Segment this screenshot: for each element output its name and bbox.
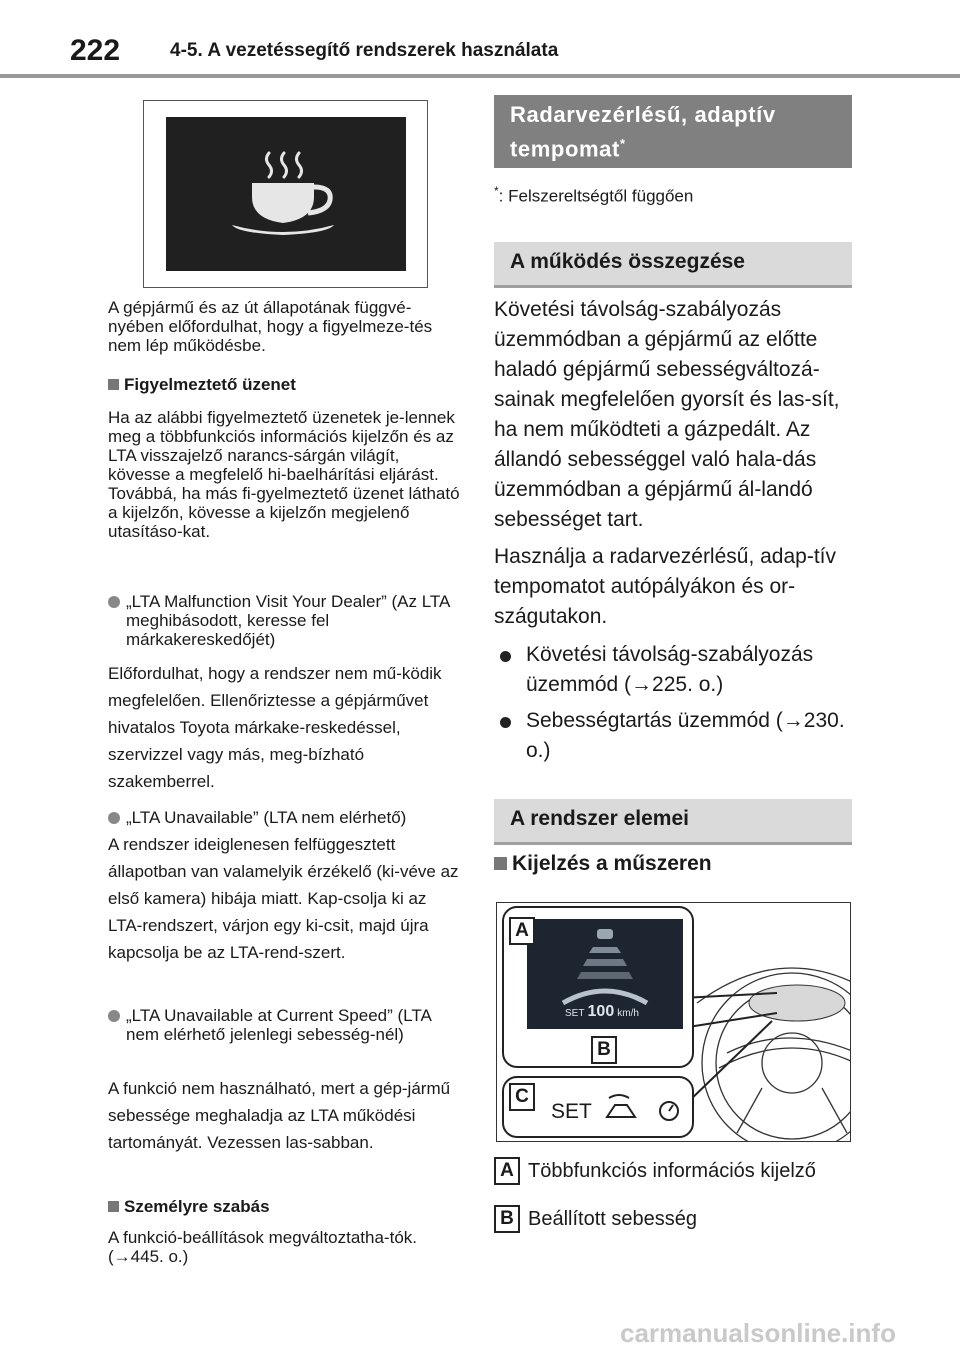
display-set-text: SET	[565, 1008, 585, 1019]
footnote	[494, 184, 693, 207]
cluster-illustration	[497, 903, 850, 1141]
section-title: 4-5. A vezetéssegítő rendszerek használata	[170, 40, 559, 61]
legend-b-label: B	[494, 1205, 520, 1233]
square-bullet-icon	[108, 1201, 119, 1212]
custom-heading	[108, 1197, 464, 1217]
summary-paragraph-2: Használja a radarvezérlésű, adap-tív tempomatot autópályákon és or-szágutakon.	[494, 545, 837, 628]
coffee-cup-icon	[166, 117, 406, 271]
figure-label-c: C	[509, 1083, 535, 1111]
message-item-3-body: A funkció nem használható, mert a gép-jármű sebessége meghaladja az LTA működési tartományát. Vezessen las-sabban.	[108, 1079, 451, 1152]
legend-a	[494, 1157, 816, 1185]
square-bullet-icon	[108, 379, 119, 390]
message-item-1-body: Előfordulhat, hogy a rendszer nem mű-ködik megfelelően. Ellenőriztesse a gépjárművet hivatalos Toyota márkake-reskedéssel, szervizzel vagy más, meg-bízható szakemberrel.	[108, 664, 442, 791]
message-item-3	[108, 1006, 464, 1044]
header-rule	[0, 74, 960, 78]
summary-heading-bar	[494, 242, 852, 288]
components-heading: A rendszer elemei	[510, 807, 689, 830]
summary-paragraph-1: Követési távolság-szabályozás üzemmódban a gépjármű az előtte haladó gépjármű sebességváltozá-sainak megfelelően gyorsít és las-sít, ha nem működteti a gázpedált. Az állandó sebességgel való hala-dás üzemmódban a gépjármű ál-landó sebességet tart.	[494, 298, 840, 531]
display-heading	[494, 852, 852, 876]
round-bullet-icon	[108, 1010, 120, 1022]
message-item-2-title: „LTA Unavailable” (LTA nem elérhető)	[126, 808, 407, 827]
warning-heading-text: Figyelmeztető üzenet	[124, 375, 296, 394]
warning-body: Ha az alábbi figyelmeztető üzenetek je-lennek meg a többfunkciós információs kijelzőn és az LTA visszajelző narancs-sárgán világít, kövesse a megfelelő hi-baelhárítási eljárást. Továbbá, ha más fi-gyelmeztető üzenet látható a kijelzőn, kövesse a kijelzőn megjelenő utasításo-kat.	[108, 408, 460, 541]
mode-bullet-2-text: Sebességtartás üzemmód (→230. o.)	[526, 709, 845, 762]
message-item-3-title: „LTA Unavailable at Current Speed” (LTA nem elérhető jelenlegi sebesség-nél)	[126, 1006, 431, 1044]
instrument-cluster-figure	[496, 902, 851, 1142]
components-heading-bar	[494, 799, 852, 845]
legend-a-label: A	[494, 1157, 520, 1185]
legend-b	[494, 1205, 697, 1233]
message-item-2-body: A rendszer ideiglenesen felfüggesztett állapotban van valamelyik érzékelő (ki-véve az első kamera) hibája miatt. Kap-csolja ki az LTA-rendszert, várjon egy ki-csit, majd újra kapcsolja be az LTA-rend-szert.	[108, 835, 459, 962]
round-bullet-icon	[108, 596, 120, 608]
display-speed-readout	[565, 1003, 639, 1021]
black-bullet-icon	[500, 717, 511, 728]
main-section-title	[494, 95, 852, 168]
custom-body: A funkció-beállítások megváltoztatha-tók. (→445. o.)	[108, 1228, 417, 1266]
mode-bullet-2	[494, 706, 852, 766]
main-title-line2: tempomat	[510, 136, 620, 162]
display-heading-text: Kijelzés a műszeren	[512, 852, 712, 875]
message-item-2	[108, 808, 464, 827]
black-bullet-icon	[500, 651, 511, 662]
set-indicator: SET	[551, 1100, 592, 1123]
message-item-1-title: „LTA Malfunction Visit Your Dealer” (Az LTA meghibásodott, keresse fel márkakereskedőjét)	[126, 592, 450, 649]
mode-bullet-1-text: Követési távolság-szabályozás üzemmód (→225. o.)	[526, 643, 814, 696]
display-speed-value: 100	[587, 1003, 615, 1020]
message-item-1	[108, 592, 464, 649]
summary-heading: A működés összegzése	[510, 250, 745, 273]
legend-a-text: Többfunkciós információs kijelző	[528, 1159, 816, 1182]
round-bullet-icon	[108, 812, 120, 824]
square-bullet-icon	[494, 857, 507, 870]
figure-label-b: B	[591, 1036, 617, 1064]
footnote-mark: *	[494, 184, 499, 198]
main-title-line1: Radarvezérlésű, adaptív	[510, 102, 776, 127]
intro-text: A gépjármű és az út állapotának függvé-nyében előfordulhat, hogy a figyelmeze-tés nem lép működésbe.	[108, 298, 433, 355]
footnote-text: : Felszereltségtől függően	[498, 186, 694, 206]
legend-b-text: Beállított sebesség	[528, 1207, 697, 1230]
main-title-mark: *	[619, 136, 626, 151]
mode-bullet-1	[494, 640, 852, 700]
page-number: 222	[70, 34, 121, 67]
display-speed-unit: km/h	[617, 1008, 639, 1019]
coffee-warning-image	[143, 100, 428, 288]
figure-label-a: A	[509, 917, 535, 945]
warning-heading	[108, 375, 464, 395]
watermark: carmanualsonline.info	[620, 1318, 896, 1348]
custom-heading-text: Személyre szabás	[124, 1197, 270, 1216]
